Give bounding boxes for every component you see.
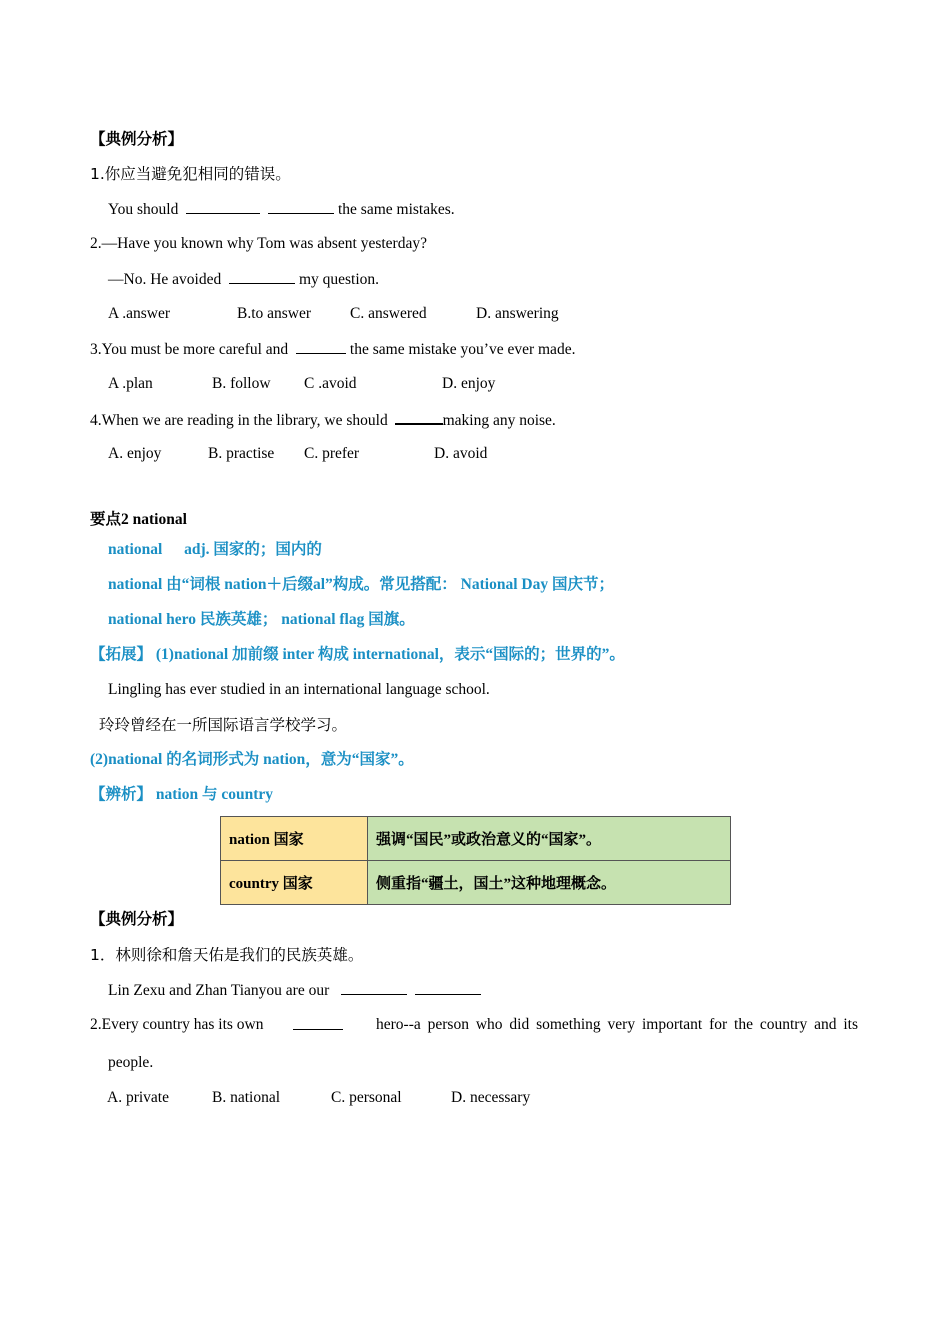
q3-option-c: C .avoid — [304, 375, 357, 392]
blank — [186, 199, 260, 214]
blank — [341, 980, 407, 995]
blank — [268, 199, 334, 214]
q4-question — [90, 409, 556, 431]
s2-q2-text-a: 2.Every country has its own — [90, 1016, 264, 1033]
s2-q2-option-d: D. necessary — [451, 1089, 531, 1106]
table-cell: nation 国家 — [221, 817, 368, 861]
q2-text-b: my question. — [298, 271, 380, 288]
q3-text-b: the same mistake you’ve ever made. — [349, 341, 576, 358]
q4-option-d: D. avoid — [434, 445, 488, 462]
table-row — [221, 861, 731, 905]
q3-question — [90, 339, 575, 360]
s2-q2-option-c: C. personal — [331, 1089, 402, 1106]
s2-q1-text: Lin Zexu and Zhan Tianyou are our — [108, 982, 330, 999]
blank — [293, 1015, 343, 1030]
blank — [296, 339, 346, 354]
blank — [395, 409, 443, 425]
blank — [415, 980, 481, 995]
discrimination-heading: 【辨析】 nation 与 country — [90, 786, 273, 803]
s2-q2-option-b: B. national — [212, 1089, 281, 1106]
comparison-table — [220, 816, 731, 905]
s2-q1-chinese: 1．林则徐和詹天佑是我们的民族英雄。 — [90, 946, 364, 964]
q3-option-b: B. follow — [212, 375, 271, 392]
q1-text-a: You should — [108, 201, 179, 218]
point2-title: 要点2 national — [90, 511, 187, 528]
q3-option-d: D. enjoy — [442, 375, 496, 392]
q4-text-b: making any noise. — [442, 412, 556, 429]
extension-2: (2)national 的名词形式为 nation，意为“国家”。 — [90, 751, 414, 768]
q4-option-a: A. enjoy — [108, 445, 162, 462]
q2-option-d: D. answering — [476, 305, 559, 322]
q4-option-c: C. prefer — [304, 445, 360, 462]
q2-answer — [108, 269, 379, 290]
table-cell: 侧重指“疆土，国土”这种地理概念。 — [368, 861, 731, 905]
q1-text-b: the same mistakes. — [337, 201, 455, 218]
table-cell: 强调“国民”或政治意义的“国家”。 — [368, 817, 731, 861]
q3-text-a: 3.You must be more careful and — [90, 341, 289, 358]
s2-q2-continuation: people. — [108, 1054, 154, 1071]
s2-q2-question — [90, 1015, 858, 1035]
definition-word: national — [108, 541, 163, 558]
q2-text-a: —No. He avoided — [108, 271, 222, 288]
definition-meaning: adj. 国家的；国内的 — [184, 541, 322, 558]
blank — [229, 269, 295, 284]
collocations-note: national hero 民族英雄； national flag 国旗。 — [108, 611, 415, 628]
s2-q2-option-a: A. private — [107, 1089, 169, 1106]
q2-question: 2.—Have you known why Tom was absent yesterday? — [90, 235, 427, 252]
table-row — [221, 817, 731, 861]
q2-option-b: B.to answer — [237, 305, 312, 322]
extension-example-cn: 玲玲曾经在一所国际语言学校学习。 — [99, 716, 348, 734]
q4-option-b: B. practise — [208, 445, 275, 462]
s2-q2-text-b: hero--a person who did something very important for the country and its — [376, 1016, 858, 1033]
q4-text-a: 4.When we are reading in the library, we should — [90, 412, 388, 429]
q2-option-c: C. answered — [350, 305, 427, 322]
definition — [108, 540, 322, 560]
extension-1: 【拓展】 (1)national 加前缀 inter 构成 international，表示“国际的；世界的”。 — [90, 646, 625, 663]
q3-option-a: A .plan — [108, 375, 153, 392]
q2-option-a: A .answer — [108, 305, 170, 322]
extension-example-en: Lingling has ever studied in an international language school. — [108, 681, 490, 698]
table-cell: country 国家 — [221, 861, 368, 905]
example-heading-2: 【典例分析】 — [90, 910, 184, 928]
q1-english — [108, 199, 455, 220]
example-heading-1: 【典例分析】 — [90, 130, 184, 148]
q1-chinese: 1.你应当避免犯相同的错误。 — [90, 165, 291, 183]
s2-q1-english — [108, 980, 481, 1001]
formation-note: national 由“词根 nation＋后缀al”构成。常见搭配： National Day 国庆节； — [108, 576, 614, 593]
